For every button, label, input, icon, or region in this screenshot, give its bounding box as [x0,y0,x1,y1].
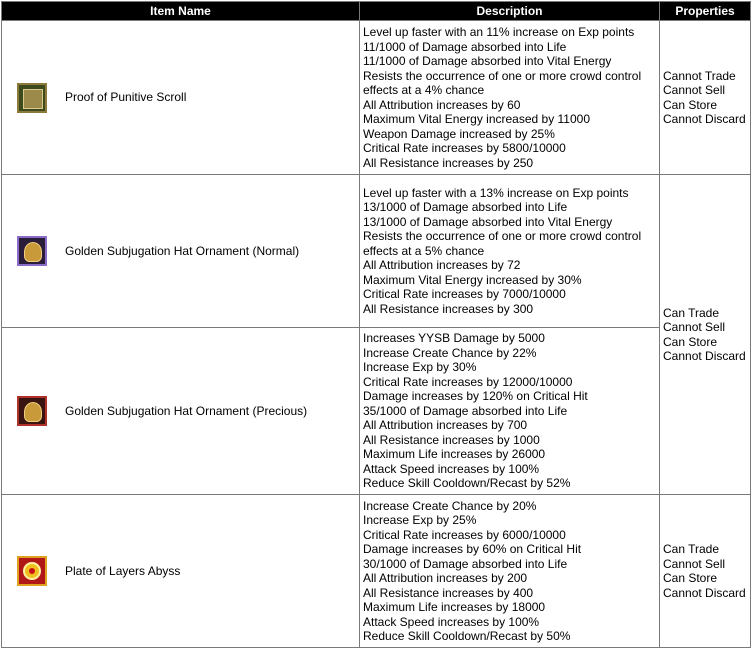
description-line: Level up faster with an 11% increase on Exp points [363,25,635,39]
header-properties: Properties [660,2,751,21]
property-line: Can Store [663,97,718,112]
items-table [1,1,751,648]
description-line: Attack Speed increases by 100% [363,461,540,476]
description-line: 13/1000 of Damage absorbed into Vital Energy [363,214,613,229]
item-properties-cell [660,21,751,175]
description-line: All Resistance increases by 1000 [363,432,540,447]
description-line: All Resistance increases by 400 [363,585,534,600]
item-name-cell [2,328,360,495]
description-line: All Attribution increases by 60 [363,97,521,112]
item-name: Plate of Layers Abyss [65,563,181,578]
description-line: Increase Exp by 30% [363,360,477,375]
description-line: All Resistance increases by 250 [363,155,534,170]
property-line: Cannot Discard [663,585,746,600]
property-line: Can Trade [663,305,720,320]
description-line: 30/1000 of Damage absorbed into Life [363,556,568,571]
item-name: Proof of Punitive Scroll [65,90,187,105]
item-name: Golden Subjugation Hat Ornament (Precious) [65,403,308,418]
description-line: Critical Rate increases by 7000/10000 [363,287,566,302]
hat-ornament-icon [17,396,47,426]
description-line: Level up faster with a 13% increase on Exp points [363,185,629,200]
description-line: Maximum Vital Energy increased by 11000 [363,112,591,126]
hat-ornament-icon [17,236,47,266]
description-line: 35/1000 of Damage absorbed into Life [363,403,568,418]
property-line: Can Store [663,571,718,585]
description-line: All Attribution increases by 72 [363,258,521,273]
description-line: Critical Rate increases by 6000/10000 [363,527,566,542]
header-description: Description [360,2,660,21]
property-line: Cannot Sell [663,320,726,334]
property-line: Cannot Discard [663,112,746,126]
description-line: All Attribution increases by 200 [363,571,528,585]
description-line: Increase Exp by 25% [363,513,477,527]
table-row [2,21,751,175]
description-line: Increase Create Chance by 22% [363,345,537,360]
item-name-cell [2,21,360,175]
description-line: Resists the occurrence of one or more crowd control [363,229,642,244]
header-row [2,2,751,21]
table-row [2,175,751,328]
description-line: Reduce Skill Cooldown/Recast by 52% [363,476,571,491]
item-properties-cell [660,495,751,648]
property-line: Can Trade [663,542,720,556]
description-line: All Attribution increases by 700 [363,418,528,433]
description-line: 11/1000 of Damage absorbed into Life [363,39,567,54]
item-description-cell [360,21,660,175]
description-line: 11/1000 of Damage absorbed into Vital Energy [363,54,612,68]
description-line: Critical Rate increases by 5800/10000 [363,141,566,155]
item-description-cell [360,495,660,648]
description-line: All Resistance increases by 300 [363,301,534,316]
property-line: Cannot Trade [663,68,736,83]
description-line: Maximum Life increases by 18000 [363,600,546,614]
description-line: Reduce Skill Cooldown/Recast by 50% [363,629,571,643]
plate-icon [17,556,47,586]
description-line: Maximum Vital Energy increased by 30% [363,272,582,287]
item-properties-cell [660,175,751,495]
header-item-name: Item Name [2,2,360,21]
scroll-icon [17,83,47,113]
description-line: 13/1000 of Damage absorbed into Life [363,200,568,215]
description-line: Increases YYSB Damage by 5000 [363,331,545,346]
description-line: Resists the occurrence of one or more crowd control [363,68,642,83]
description-line: Weapon Damage increased by 25% [363,126,555,141]
description-line: Increase Create Chance by 20% [363,498,537,513]
item-name-cell [2,175,360,328]
property-line: Can Store [663,334,718,349]
description-line: Attack Speed increases by 100% [363,614,540,629]
item-description-cell [360,175,660,328]
description-line: effects at a 5% chance [363,243,485,258]
description-line: Critical Rate increases by 12000/10000 [363,374,573,389]
description-line: effects at a 4% chance [363,83,485,97]
description-line: Damage increases by 60% on Critical Hit [363,542,582,556]
table-row [2,495,751,648]
description-line: Maximum Life increases by 26000 [363,447,546,462]
property-line: Cannot Sell [663,83,726,97]
item-name-cell [2,495,360,648]
description-line: Damage increases by 120% on Critical Hit [363,389,588,404]
item-description-cell [360,328,660,495]
property-line: Cannot Sell [663,556,726,571]
item-name: Golden Subjugation Hat Ornament (Normal) [65,243,300,258]
table-row [2,328,751,495]
property-line: Cannot Discard [663,349,746,363]
